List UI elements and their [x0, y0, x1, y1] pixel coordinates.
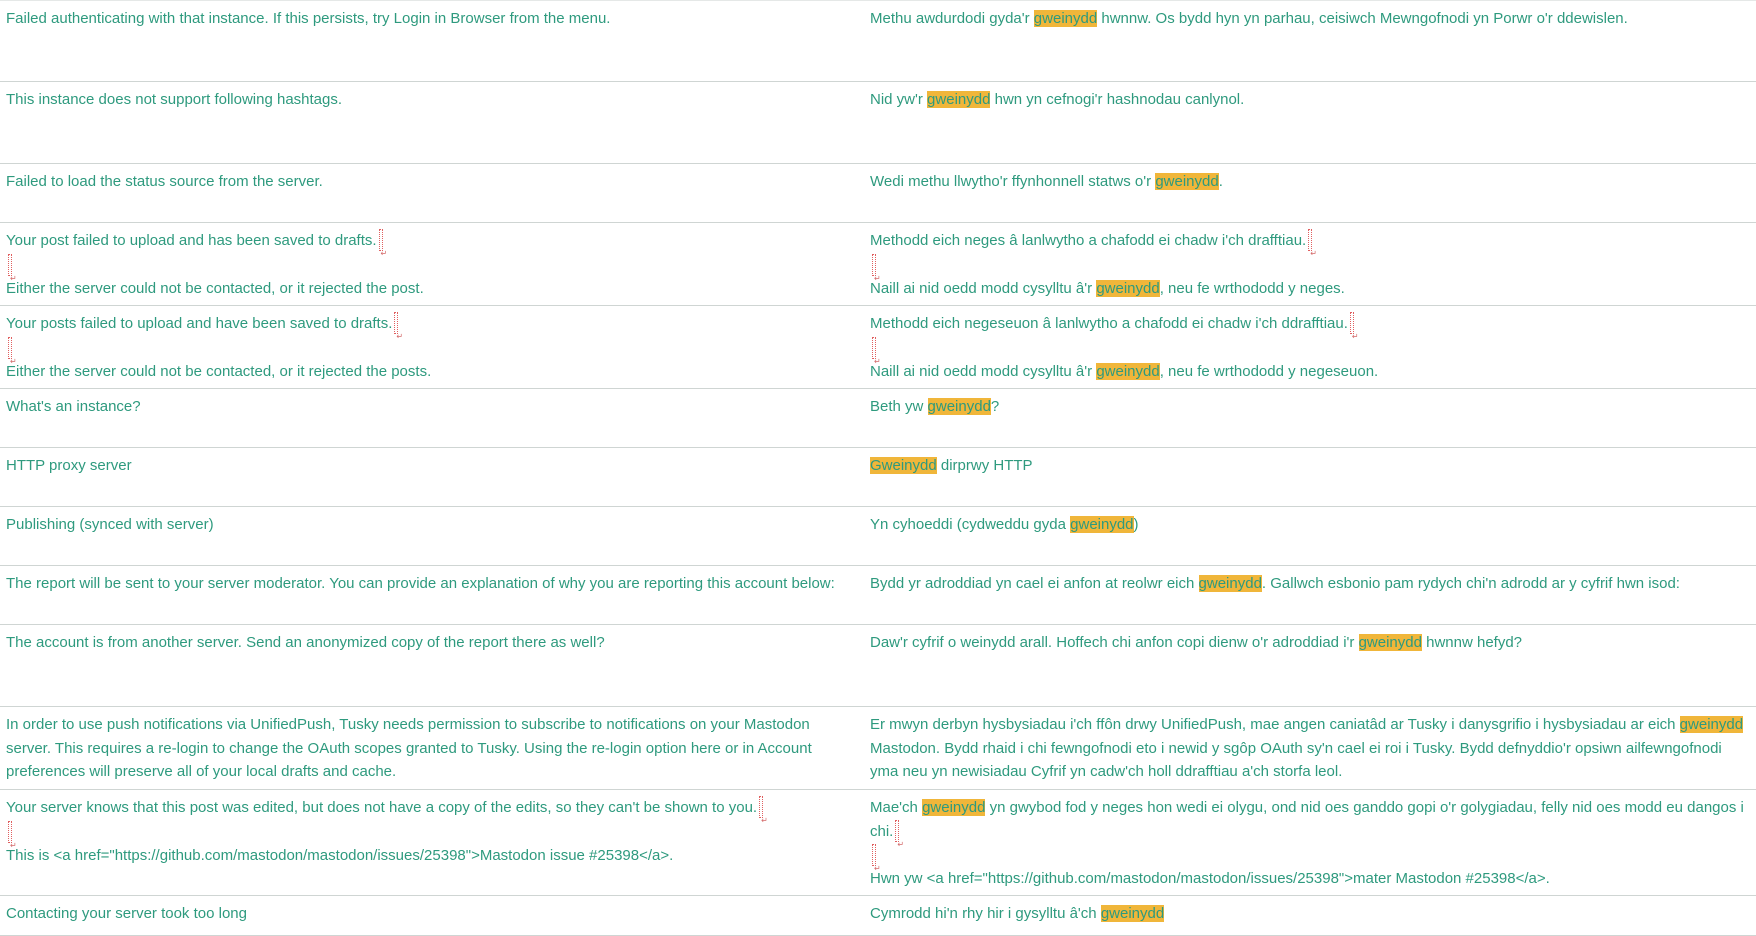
glossary-term-highlight[interactable]: gweinydd — [922, 799, 986, 816]
newline-marker-icon — [895, 820, 899, 842]
text-line — [6, 572, 858, 596]
text-segment: The account is from another server. Send an anonymized copy of the report there as well? — [6, 634, 605, 651]
source-string-cell[interactable] — [0, 707, 864, 789]
text-line — [6, 277, 858, 301]
source-string-cell[interactable] — [0, 566, 864, 624]
text-segment: Daw'r cyfrif o weinydd arall. Hoffech chi anfon copi dienw o'r adroddiad i'r — [870, 634, 1359, 651]
text-segment: Failed to load the status source from the server. — [6, 173, 323, 190]
text-segment: ) — [1133, 516, 1139, 533]
table-row[interactable] — [0, 306, 1756, 389]
text-line — [870, 713, 1750, 784]
text-line — [870, 277, 1750, 301]
glossary-term-highlight[interactable]: gweinydd — [927, 91, 991, 108]
text-line — [870, 902, 1750, 926]
source-string-cell[interactable] — [0, 82, 864, 163]
table-row[interactable] — [0, 790, 1756, 896]
text-line — [870, 360, 1750, 384]
translation-string-cell[interactable] — [864, 790, 1756, 895]
text-line — [6, 631, 858, 655]
text-segment: Methodd eich neges â lanlwytho a chafodd ei chadw i'ch drafftiau. — [870, 232, 1307, 249]
translation-string-cell[interactable] — [864, 507, 1756, 565]
text-segment: Cymrodd hi'n rhy hir i gysylltu â'ch — [870, 905, 1101, 922]
text-segment: What's an instance? — [6, 398, 141, 415]
text-segment: HTTP proxy server — [6, 457, 132, 474]
text-segment: Publishing (synced with server) — [6, 516, 214, 533]
glossary-term-highlight[interactable]: gweinydd — [1155, 173, 1219, 190]
source-string-cell[interactable] — [0, 389, 864, 447]
translation-string-cell[interactable] — [864, 896, 1756, 935]
text-segment: Your post failed to upload and has been saved to drafts. — [6, 232, 377, 249]
text-segment: Failed authenticating with that instance. If this persists, try Login in Browser from the menu. — [6, 10, 611, 27]
newline-marker-icon — [872, 254, 876, 276]
text-segment: dirprwy HTTP — [936, 457, 1033, 474]
text-line — [6, 229, 858, 253]
text-segment: , neu fe wrthododd y neges. — [1159, 279, 1345, 297]
glossary-term-highlight[interactable]: gweinydd — [1679, 716, 1744, 733]
text-line — [870, 336, 1750, 360]
table-row[interactable] — [0, 223, 1756, 306]
text-line — [6, 253, 858, 277]
newline-marker-icon — [759, 796, 763, 818]
text-segment: In order to use push notifications via UnifiedPush, Tusky needs permission to subscribe to notifications on your Mastodon server. This requires a re-login to change the OAuth scopes granted to Tusky. Using the re-login option here or in Account preferences will preserve all of your local drafts and cache. — [6, 716, 816, 780]
source-string-cell[interactable] — [0, 790, 864, 895]
text-line — [6, 820, 858, 844]
newline-marker-icon — [872, 337, 876, 359]
text-segment: Mastodon. Bydd rhaid i chi fewngofnodi eto i newid y sgôp OAuth sy'n cael ei roi i Tusky. Bydd defnyddio'r opsiwn ailfewngofnodi yma neu yn newisiadau Cyfrif yn cadw'ch holl ddrafftiau a'ch storfa leol. — [870, 716, 1748, 780]
text-line — [870, 170, 1750, 194]
translation-string-cell[interactable] — [864, 82, 1756, 163]
glossary-term-highlight[interactable]: gweinydd — [1096, 279, 1160, 297]
text-segment: Your posts failed to upload and have been saved to drafts. — [6, 315, 393, 332]
text-segment: Hwn yw <a href="https://github.com/mastodon/mastodon/issues/25398">mater Mastodon #25398</a>. — [870, 870, 1550, 887]
text-segment: Naill ai nid oedd modd cysylltu â'r — [870, 362, 1097, 380]
text-line — [870, 88, 1750, 112]
newline-marker-icon — [1308, 229, 1312, 251]
text-line — [6, 844, 858, 868]
text-line — [870, 7, 1750, 31]
translation-string-cell[interactable] — [864, 223, 1756, 305]
text-line — [6, 395, 858, 419]
text-segment: The report will be sent to your server moderator. You can provide an explanation of why you are reporting this account below: — [6, 575, 835, 592]
glossary-term-highlight[interactable]: gweinydd — [1033, 10, 1098, 27]
newline-marker-icon — [394, 312, 398, 334]
glossary-term-highlight[interactable]: gweinydd — [1100, 905, 1165, 922]
table-row[interactable] — [0, 164, 1756, 223]
text-segment: hwnnw hefyd? — [1421, 634, 1523, 651]
translation-string-cell[interactable] — [864, 566, 1756, 624]
glossary-term-highlight[interactable]: gweinydd — [1096, 362, 1160, 380]
translation-string-cell[interactable] — [864, 1, 1756, 81]
text-segment: , neu fe wrthododd y negeseuon. — [1159, 362, 1379, 380]
text-segment: Yn cyhoeddi (cydweddu gyda — [870, 516, 1071, 533]
text-line — [6, 312, 858, 336]
text-line — [870, 312, 1750, 336]
text-line — [6, 7, 858, 31]
glossary-term-highlight[interactable]: gweinydd — [1358, 634, 1422, 651]
table-row[interactable] — [0, 707, 1756, 790]
text-line — [6, 88, 858, 112]
text-segment: Nid yw'r — [870, 91, 928, 108]
text-line — [870, 229, 1750, 253]
source-string-cell[interactable] — [0, 507, 864, 565]
text-line — [870, 454, 1750, 478]
table-row[interactable] — [0, 507, 1756, 566]
text-line — [870, 513, 1750, 537]
source-string-cell[interactable] — [0, 306, 864, 388]
text-line — [6, 513, 858, 537]
table-row[interactable] — [0, 82, 1756, 164]
text-segment: . Gallwch esbonio pam rydych chi'n adrodd ar y cyfrif hwn isod: — [1261, 575, 1680, 592]
translation-string-cell[interactable] — [864, 389, 1756, 447]
newline-marker-icon — [8, 337, 12, 359]
text-line — [6, 454, 858, 478]
table-row[interactable] — [0, 625, 1756, 707]
source-string-cell[interactable] — [0, 223, 864, 305]
table-row[interactable] — [0, 566, 1756, 625]
text-line — [870, 395, 1750, 419]
table-row[interactable] — [0, 389, 1756, 448]
text-segment: Methodd eich negeseuon â lanlwytho a chafodd ei chadw i'ch ddrafftiau. — [870, 315, 1348, 332]
newline-marker-icon — [8, 821, 12, 843]
newline-marker-icon — [379, 229, 383, 251]
text-line — [870, 867, 1750, 891]
text-segment: hwn yn cefnogi'r hashnodau canlynol. — [990, 91, 1245, 108]
text-line — [6, 336, 858, 360]
text-line — [6, 796, 858, 820]
text-segment: Bydd yr adroddiad yn cael ei anfon at reolwr eich — [870, 575, 1199, 592]
text-segment: Either the server could not be contacted, or it rejected the post. — [6, 279, 424, 297]
table-row[interactable] — [0, 896, 1756, 936]
text-line — [6, 170, 858, 194]
source-string-cell[interactable] — [0, 448, 864, 506]
text-line — [870, 631, 1750, 655]
text-segment: Beth yw — [870, 398, 928, 415]
translation-string-cell[interactable] — [864, 448, 1756, 506]
translation-string-cell[interactable] — [864, 707, 1756, 789]
text-line — [870, 796, 1750, 843]
source-string-cell[interactable] — [0, 625, 864, 706]
text-segment: yn gwybod fod y neges hon wedi ei olygu, ond nid oes ganddo gopi o'r golygiadau, felly nid oes modd eu dangos i chi. — [870, 799, 1749, 840]
text-segment: . — [1218, 173, 1223, 190]
text-segment: Er mwyn derbyn hysbysiadau i'ch ffôn drwy UnifiedPush, mae angen caniatâd ar Tusky i danysgrifio i hysbysiadau ar eich — [870, 716, 1680, 733]
text-line — [870, 843, 1750, 867]
text-segment: This is <a href="https://github.com/mastodon/mastodon/issues/25398">Mastodon issue #25398</a>. — [6, 846, 674, 864]
text-segment: This instance does not support following hashtags. — [6, 91, 343, 108]
text-segment: Your server knows that this post was edited, but does not have a copy of the edits, so they can't be shown to you. — [6, 799, 758, 816]
text-segment: Contacting your server took too long — [6, 905, 247, 922]
newline-marker-icon — [1350, 312, 1354, 334]
source-string-cell[interactable] — [0, 1, 864, 81]
glossary-term-highlight[interactable]: gweinydd — [1198, 575, 1262, 592]
text-segment: Methu awdurdodi gyda'r — [870, 10, 1034, 27]
glossary-term-highlight[interactable]: gweinydd — [1070, 516, 1134, 533]
newline-marker-icon — [872, 844, 876, 866]
text-segment: hwnnw. Os bydd hyn yn parhau, ceisiwch Mewngofnodi yn Porwr o'r ddewislen. — [1097, 10, 1628, 27]
table-row[interactable] — [0, 448, 1756, 507]
text-segment: Mae'ch — [870, 799, 923, 816]
source-string-cell[interactable] — [0, 896, 864, 935]
text-line — [870, 572, 1750, 596]
text-segment: Either the server could not be contacted, or it rejected the posts. — [6, 362, 432, 380]
text-line — [6, 713, 858, 784]
translation-string-cell[interactable] — [864, 306, 1756, 388]
table-row[interactable] — [0, 0, 1756, 82]
text-segment: Naill ai nid oedd modd cysylltu â'r — [870, 279, 1097, 297]
glossary-term-highlight[interactable]: Gweinydd — [870, 457, 937, 474]
glossary-term-highlight[interactable]: gweinydd — [927, 398, 991, 415]
text-line — [6, 902, 858, 926]
text-segment: ? — [990, 398, 1000, 415]
translation-string-cell[interactable] — [864, 625, 1756, 706]
newline-marker-icon — [8, 254, 12, 276]
translation-string-cell[interactable] — [864, 164, 1756, 222]
source-string-cell[interactable] — [0, 164, 864, 222]
text-line — [6, 360, 858, 384]
text-segment: Wedi methu llwytho'r ffynhonnell statws o'r — [870, 173, 1156, 190]
